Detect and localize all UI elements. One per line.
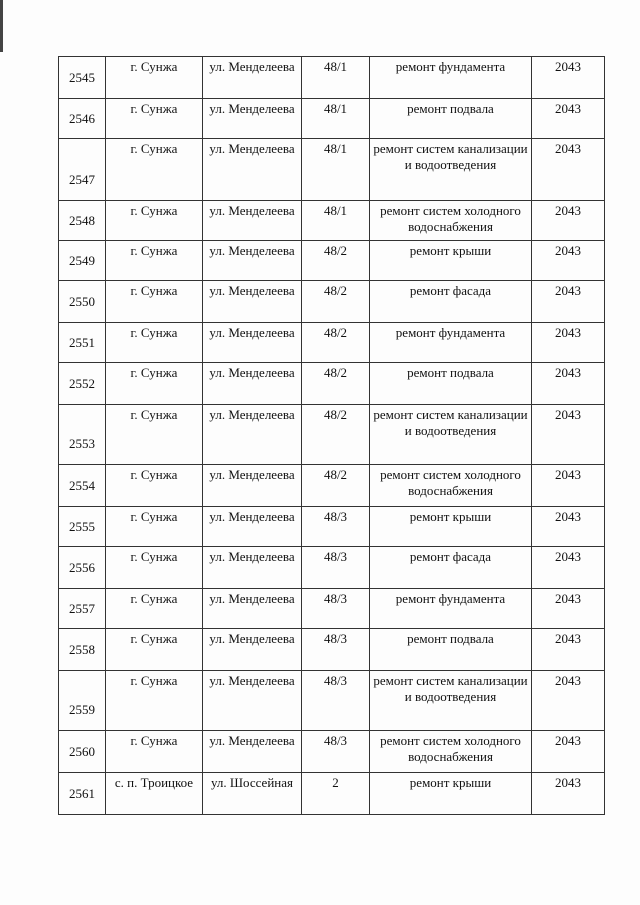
cell-street: ул. Менделеева (203, 547, 302, 589)
table-row (59, 547, 605, 589)
cell-house: 48/1 (302, 99, 370, 139)
cell-town: г. Сунжа (106, 629, 203, 671)
table-row (59, 139, 605, 201)
cell-town: г. Сунжа (106, 731, 203, 773)
cell-number: 2548 (59, 201, 106, 241)
cell-work-type: ремонт подвала (370, 363, 532, 405)
cell-number: 2547 (59, 139, 106, 201)
table-row (59, 465, 605, 507)
cell-town: г. Сунжа (106, 139, 203, 201)
cell-number: 2550 (59, 281, 106, 323)
cell-year: 2043 (532, 241, 605, 281)
cell-number: 2551 (59, 323, 106, 363)
table-row (59, 363, 605, 405)
cell-year: 2043 (532, 589, 605, 629)
cell-number: 2560 (59, 731, 106, 773)
cell-work-type: ремонт систем холодного водоснабжения (370, 465, 532, 507)
cell-house: 48/3 (302, 731, 370, 773)
cell-street: ул. Менделеева (203, 405, 302, 465)
cell-work-type: ремонт систем канализации и водоотведения (370, 405, 532, 465)
cell-year: 2043 (532, 201, 605, 241)
cell-number: 2556 (59, 547, 106, 589)
cell-street: ул. Менделеева (203, 731, 302, 773)
cell-year: 2043 (532, 547, 605, 589)
cell-work-type: ремонт фундамента (370, 589, 532, 629)
scan-edge-mark (0, 0, 3, 52)
cell-house: 48/1 (302, 57, 370, 99)
table-row (59, 773, 605, 815)
cell-work-type: ремонт крыши (370, 241, 532, 281)
cell-street: ул. Менделеева (203, 363, 302, 405)
cell-house: 48/3 (302, 629, 370, 671)
cell-town: г. Сунжа (106, 241, 203, 281)
cell-year: 2043 (532, 99, 605, 139)
cell-house: 2 (302, 773, 370, 815)
cell-number: 2559 (59, 671, 106, 731)
cell-work-type: ремонт фундамента (370, 323, 532, 363)
cell-number: 2558 (59, 629, 106, 671)
cell-number: 2546 (59, 99, 106, 139)
cell-town: г. Сунжа (106, 507, 203, 547)
cell-year: 2043 (532, 139, 605, 201)
table-row (59, 201, 605, 241)
cell-street: ул. Менделеева (203, 57, 302, 99)
cell-street: ул. Менделеева (203, 323, 302, 363)
table-row (59, 671, 605, 731)
table-row (59, 731, 605, 773)
cell-street: ул. Менделеева (203, 507, 302, 547)
cell-year: 2043 (532, 405, 605, 465)
table-row (59, 241, 605, 281)
cell-work-type: ремонт подвала (370, 629, 532, 671)
cell-year: 2043 (532, 281, 605, 323)
table-row (59, 57, 605, 99)
table-row (59, 323, 605, 363)
cell-house: 48/3 (302, 507, 370, 547)
cell-house: 48/2 (302, 241, 370, 281)
cell-house: 48/3 (302, 547, 370, 589)
cell-work-type: ремонт систем канализации и водоотведения (370, 671, 532, 731)
cell-work-type: ремонт систем канализации и водоотведения (370, 139, 532, 201)
table-row (59, 589, 605, 629)
cell-year: 2043 (532, 363, 605, 405)
table-row (59, 629, 605, 671)
table-body (59, 57, 605, 815)
cell-number: 2552 (59, 363, 106, 405)
cell-town: г. Сунжа (106, 57, 203, 99)
cell-year: 2043 (532, 731, 605, 773)
table-row (59, 281, 605, 323)
cell-house: 48/1 (302, 201, 370, 241)
cell-number: 2549 (59, 241, 106, 281)
cell-work-type: ремонт фасада (370, 547, 532, 589)
cell-number: 2557 (59, 589, 106, 629)
cell-street: ул. Менделеева (203, 139, 302, 201)
cell-town: г. Сунжа (106, 201, 203, 241)
cell-year: 2043 (532, 507, 605, 547)
cell-number: 2545 (59, 57, 106, 99)
table-row (59, 507, 605, 547)
cell-street: ул. Менделеева (203, 671, 302, 731)
cell-number: 2553 (59, 405, 106, 465)
cell-number: 2561 (59, 773, 106, 815)
table-row (59, 405, 605, 465)
table-row (59, 99, 605, 139)
cell-street: ул. Менделеева (203, 465, 302, 507)
cell-town: г. Сунжа (106, 323, 203, 363)
cell-house: 48/1 (302, 139, 370, 201)
cell-town: с. п. Троицкое (106, 773, 203, 815)
cell-house: 48/2 (302, 405, 370, 465)
cell-house: 48/3 (302, 589, 370, 629)
cell-town: г. Сунжа (106, 671, 203, 731)
cell-street: ул. Менделеева (203, 589, 302, 629)
cell-house: 48/2 (302, 465, 370, 507)
cell-town: г. Сунжа (106, 465, 203, 507)
cell-street: ул. Менделеева (203, 241, 302, 281)
cell-work-type: ремонт фасада (370, 281, 532, 323)
repair-schedule-table (58, 56, 605, 815)
cell-work-type: ремонт крыши (370, 507, 532, 547)
cell-town: г. Сунжа (106, 363, 203, 405)
cell-year: 2043 (532, 629, 605, 671)
cell-town: г. Сунжа (106, 281, 203, 323)
cell-town: г. Сунжа (106, 405, 203, 465)
cell-street: ул. Шоссейная (203, 773, 302, 815)
cell-town: г. Сунжа (106, 547, 203, 589)
cell-house: 48/2 (302, 281, 370, 323)
cell-house: 48/3 (302, 671, 370, 731)
cell-work-type: ремонт крыши (370, 773, 532, 815)
cell-house: 48/2 (302, 363, 370, 405)
cell-street: ул. Менделеева (203, 281, 302, 323)
cell-street: ул. Менделеева (203, 99, 302, 139)
cell-year: 2043 (532, 465, 605, 507)
cell-work-type: ремонт фундамента (370, 57, 532, 99)
cell-house: 48/2 (302, 323, 370, 363)
cell-work-type: ремонт подвала (370, 99, 532, 139)
cell-number: 2555 (59, 507, 106, 547)
cell-street: ул. Менделеева (203, 201, 302, 241)
cell-year: 2043 (532, 323, 605, 363)
cell-year: 2043 (532, 671, 605, 731)
cell-town: г. Сунжа (106, 589, 203, 629)
cell-street: ул. Менделеева (203, 629, 302, 671)
cell-town: г. Сунжа (106, 99, 203, 139)
cell-number: 2554 (59, 465, 106, 507)
cell-year: 2043 (532, 57, 605, 99)
cell-work-type: ремонт систем холодного водоснабжения (370, 201, 532, 241)
cell-year: 2043 (532, 773, 605, 815)
cell-work-type: ремонт систем холодного водоснабжения (370, 731, 532, 773)
